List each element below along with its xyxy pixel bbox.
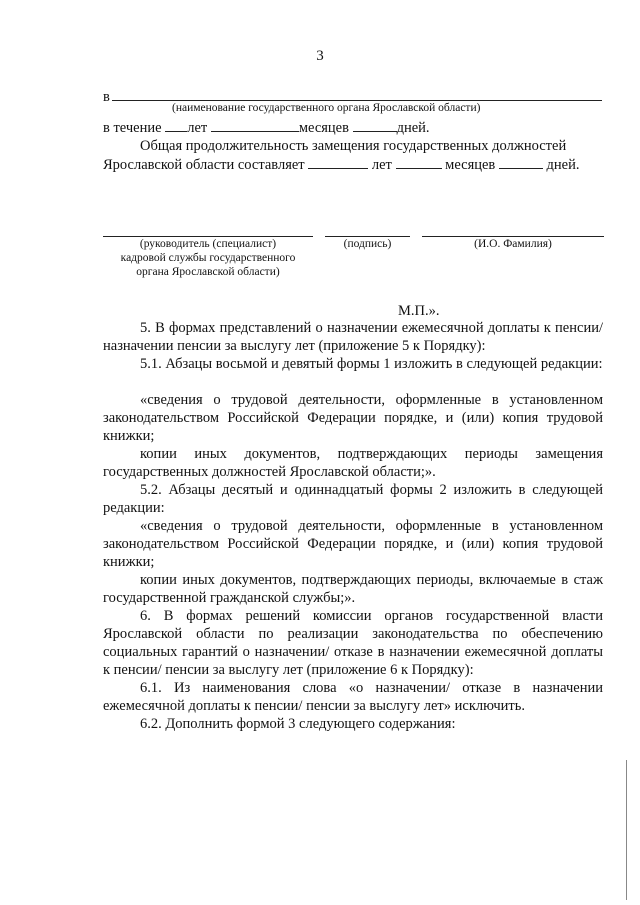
organ-blank <box>112 88 602 101</box>
name-signature-line <box>422 236 604 237</box>
duration-label-3: месяцев <box>298 120 349 136</box>
total-months-blank <box>396 156 442 169</box>
paragraph-6-2: 6.2. Дополнить формой 3 следующего содержания: <box>140 716 456 732</box>
duration-label-1: в течение <box>103 120 162 136</box>
scan-edge-mark <box>626 760 627 900</box>
paragraph-5-2: 5.2. Абзацы десятый и одиннадцатый формы 2 изложить в следующей редакции: <box>103 482 603 516</box>
duration-label-2: лет <box>187 120 208 136</box>
role-caption-line-1: (руководитель (специалист) <box>139 238 277 250</box>
total-label-d: дней. <box>546 157 580 173</box>
organ-caption: (наименование государственного органа Ярославской области) <box>172 102 481 114</box>
page-number: 3 <box>316 48 324 64</box>
stamp-mark: М.П.». <box>398 303 440 319</box>
total-days-blank <box>499 156 543 169</box>
paragraph-5: 5. В формах представлений о назначении ежемесячной доплаты к пенсии/ назначении пенсии за выслугу лет (приложение 5 к Порядку): <box>103 320 603 354</box>
role-caption-line-3: органа Ярославской области) <box>136 266 280 278</box>
sign-caption: (подпись) <box>343 238 392 250</box>
total-label-a: Ярославской области составляет <box>103 157 305 173</box>
paragraph-5-1-a: «сведения о трудовой деятельности, оформленные в установленном законодательством Российской Федерации порядке, и (или) копия трудовой книжки; <box>103 392 603 444</box>
paragraph-6: 6. В формах решений комиссии органов государственной власти Ярославской области по реализации законодательства по обеспечению социальных гарантий о назначении/ отказе в назначении ежемесячной доплаты к пенсии/ пенсии за выслугу лет (приложение 6 к Порядку): <box>103 608 603 678</box>
total-line-1: Общая продолжительность замещения государственных должностей <box>140 138 567 154</box>
months-blank <box>211 119 299 132</box>
role-signature-line <box>103 236 313 237</box>
total-label-c: месяцев <box>445 157 496 173</box>
duration-label-4: дней. <box>396 120 430 136</box>
sign-signature-line <box>325 236 410 237</box>
paragraph-5-1-b: копии иных документов, подтверждающих периоды замещения государственных должностей Ярославской области;». <box>103 446 603 480</box>
paragraph-5-1: 5.1. Абзацы восьмой и девятый формы 1 изложить в следующей редакции: <box>140 356 603 372</box>
total-label-b: лет <box>371 157 392 173</box>
name-caption: (И.О. Фамилия) <box>474 238 552 250</box>
paragraph-6-1: 6.1. Из наименования слова «о назначении/ отказе в назначении ежемесячной доплаты к пенсии/ пенсии за выслугу лет» исключить. <box>103 680 603 714</box>
organ-prefix: в <box>103 89 110 105</box>
total-years-blank <box>308 156 368 169</box>
paragraph-5-2-a: «сведения о трудовой деятельности, оформленные в установленном законодательством Российской Федерации порядке, и (или) копия трудовой книжки; <box>103 518 603 570</box>
duration-line <box>103 119 605 137</box>
years-blank <box>165 119 187 132</box>
total-line-2 <box>103 156 605 174</box>
role-caption-line-2: кадровой службы государственного <box>120 252 296 264</box>
paragraph-5-2-b: копии иных документов, подтверждающих периоды, включаемые в стаж государственной гражданской службы;». <box>103 572 603 606</box>
days-blank <box>353 119 397 132</box>
